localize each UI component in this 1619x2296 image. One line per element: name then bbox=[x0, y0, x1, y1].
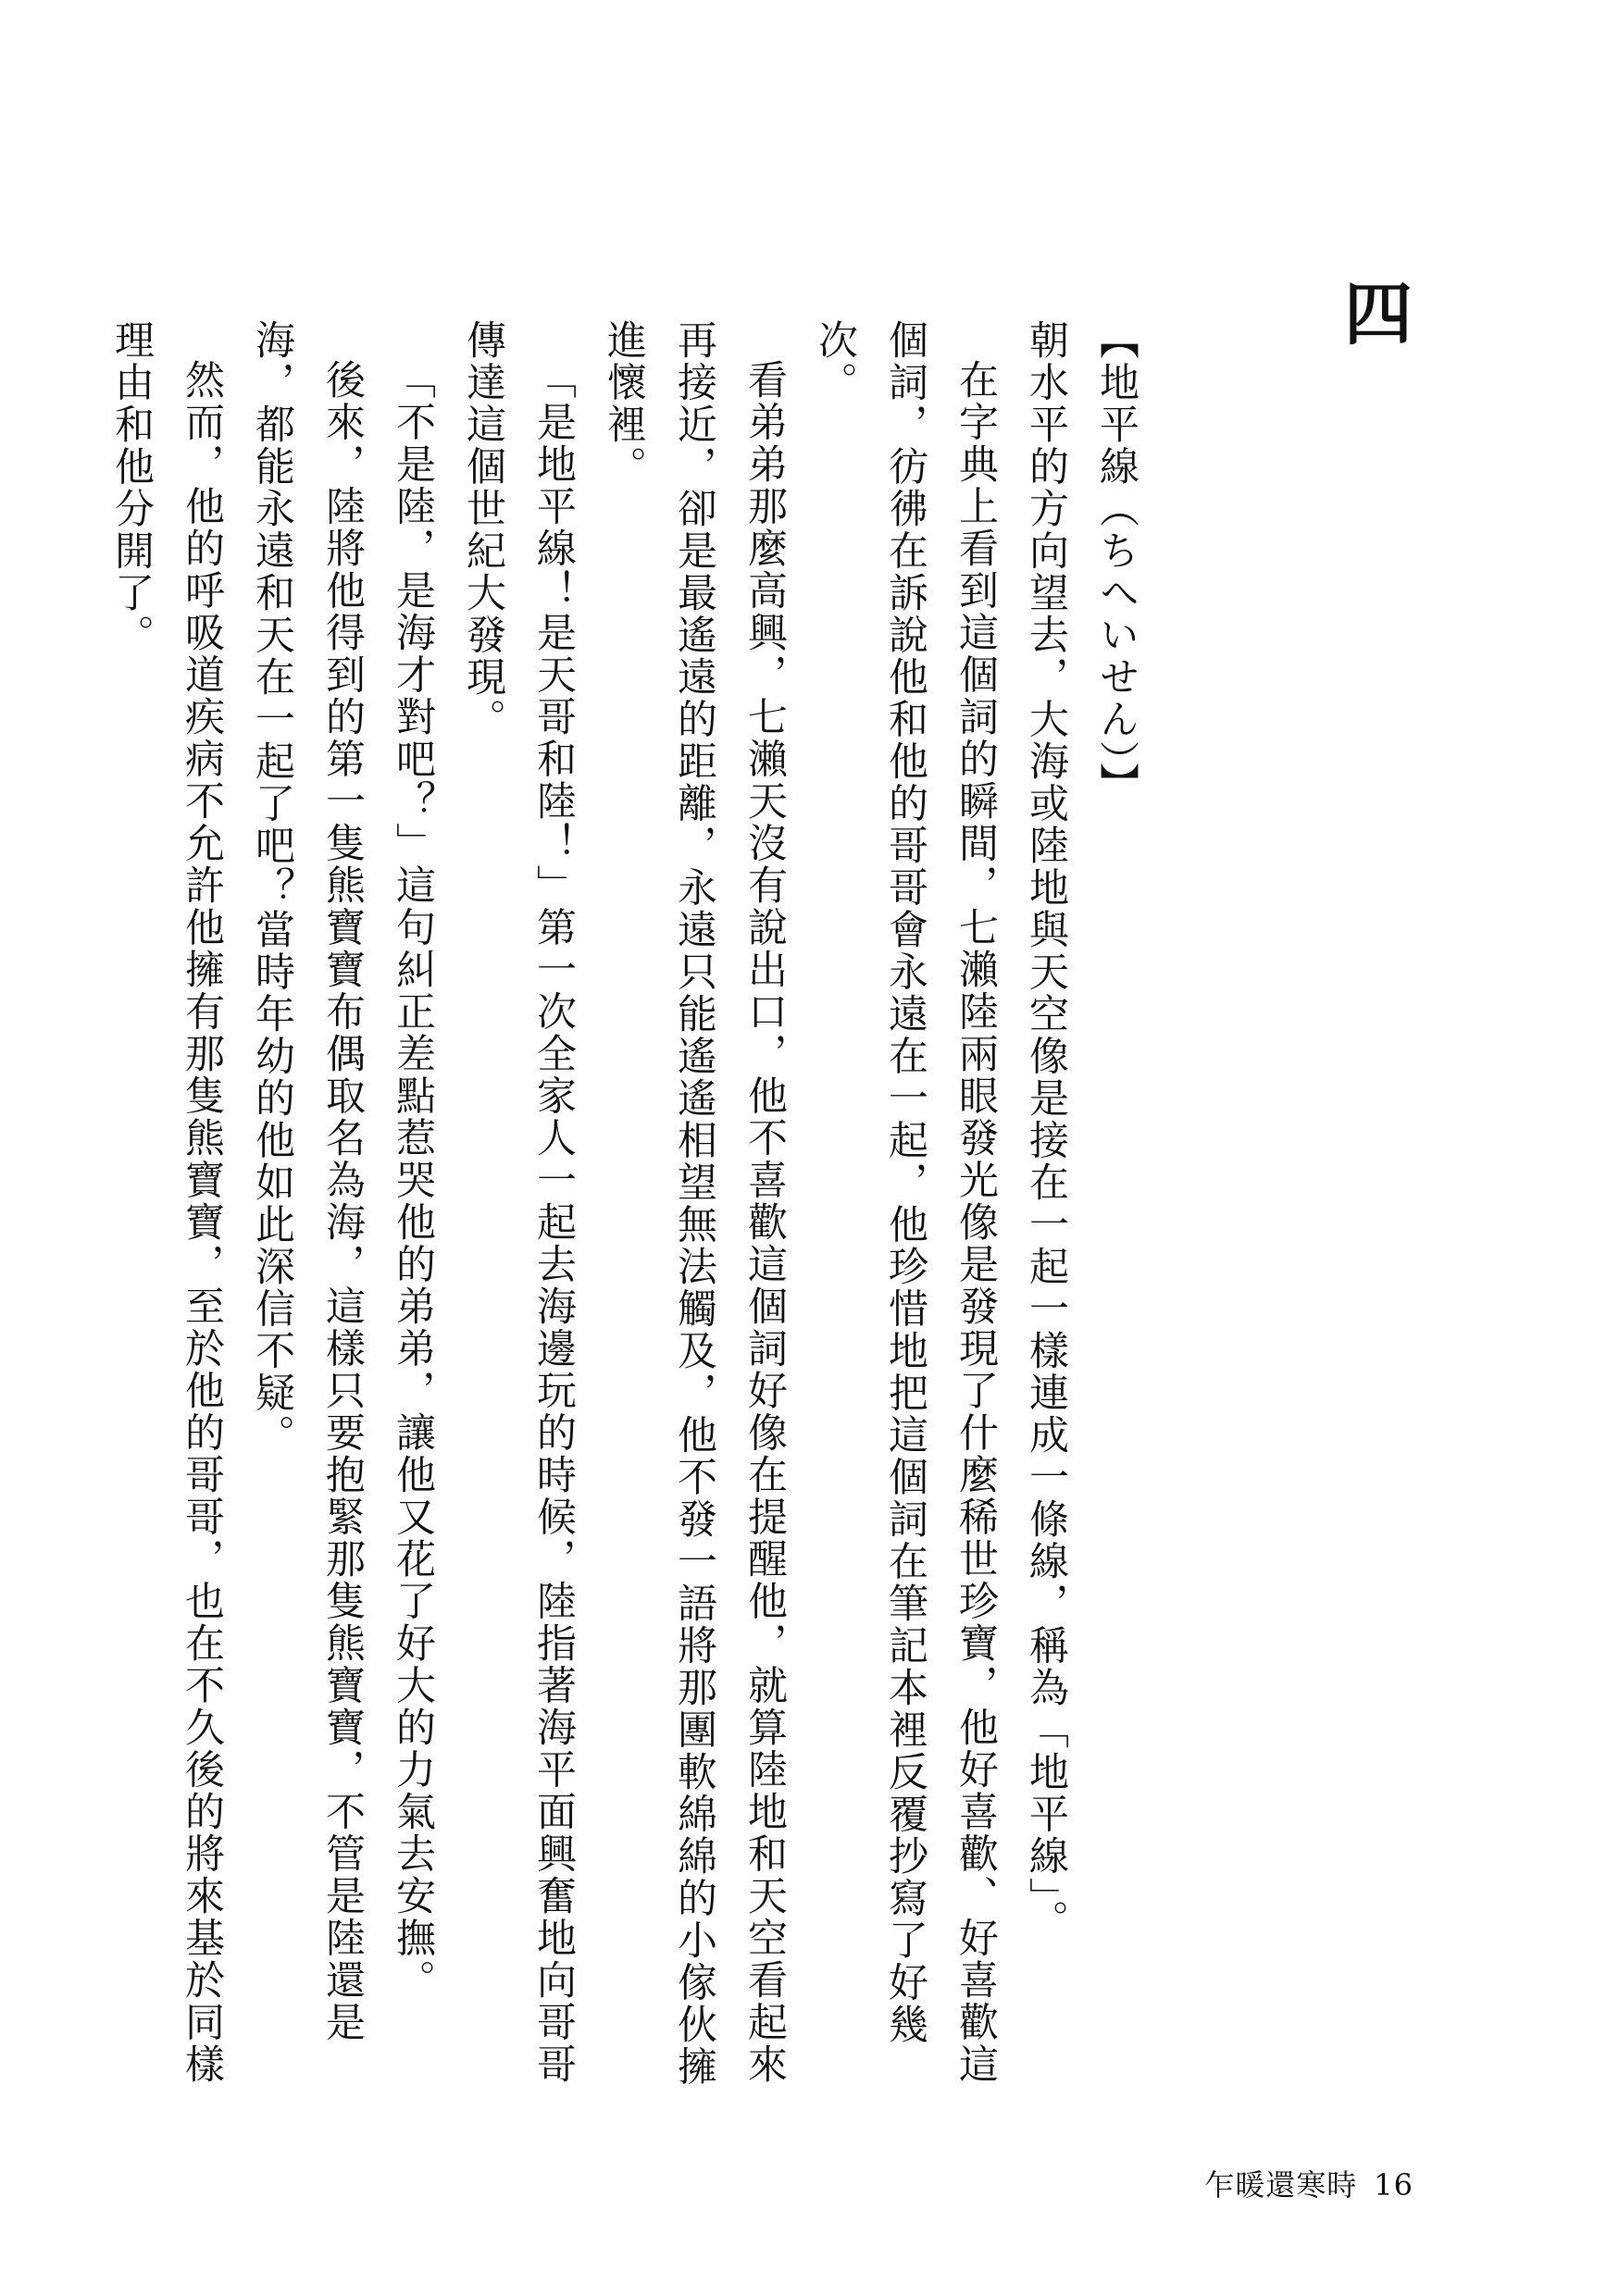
paragraph: 「不是陸，是海才對吧？」這句糾正差點惹哭他的弟弟，讓他又花了好大的力氣去安撫。 bbox=[390, 359, 436, 2002]
heading-term: 【地平線（ちへいせん）】 bbox=[1093, 319, 1140, 805]
paragraph: 朝水平的方向望去，大海或陸地與天空像是接在一起一樣連成一條線，稱為「地平線」。 bbox=[1023, 319, 1069, 1942]
paragraph: 在字典上看到這個詞的瞬間，七瀨陸兩眼發光像是發現了什麼稀世珍寶，他好喜歡、好喜歡這個詞，彷彿在訴說他和他的哥哥會永遠在一起，他珍惜地把這個詞在筆記本裡反覆抄寫了好幾次。 bbox=[812, 319, 999, 2086]
paragraph: 「是地平線！是天哥和陸！」第一次全家人一起去海邊玩的時候，陸指著海平面興奮地向哥哥傳達這個世紀大發現。 bbox=[460, 319, 577, 2086]
chapter-title: 四 bbox=[1333, 278, 1413, 346]
paragraph: 然而，他的呼吸道疾病不允許他擁有那隻熊寶寶，至於他的哥哥，也在不久後的將來基於同樣理由和他分開了。 bbox=[108, 319, 225, 2086]
paragraph: 看弟弟那麼高興，七瀨天沒有說出口，他不喜歡這個詞好像在提醒他，就算陸地和天空看起來再接近，卻是最遙遠的距離，永遠只能遙遙相望無法觸及，他不發一語將那團軟綿綿的小傢伙擁進懷裡。 bbox=[601, 319, 788, 2088]
book-title: 乍暖還寒時 bbox=[1204, 2167, 1358, 2203]
page-number: 16 bbox=[1374, 2167, 1414, 2203]
body-text bbox=[96, 319, 1152, 2124]
page-footer bbox=[1204, 2162, 1414, 2204]
paragraph: 後來，陸將他得到的第一隻熊寶寶布偶取名為海，這樣只要抱緊那隻熊寶寶，不管是陸還是海，都能永遠和天在一起了吧？當時年幼的他如此深信不疑。 bbox=[249, 319, 366, 2043]
